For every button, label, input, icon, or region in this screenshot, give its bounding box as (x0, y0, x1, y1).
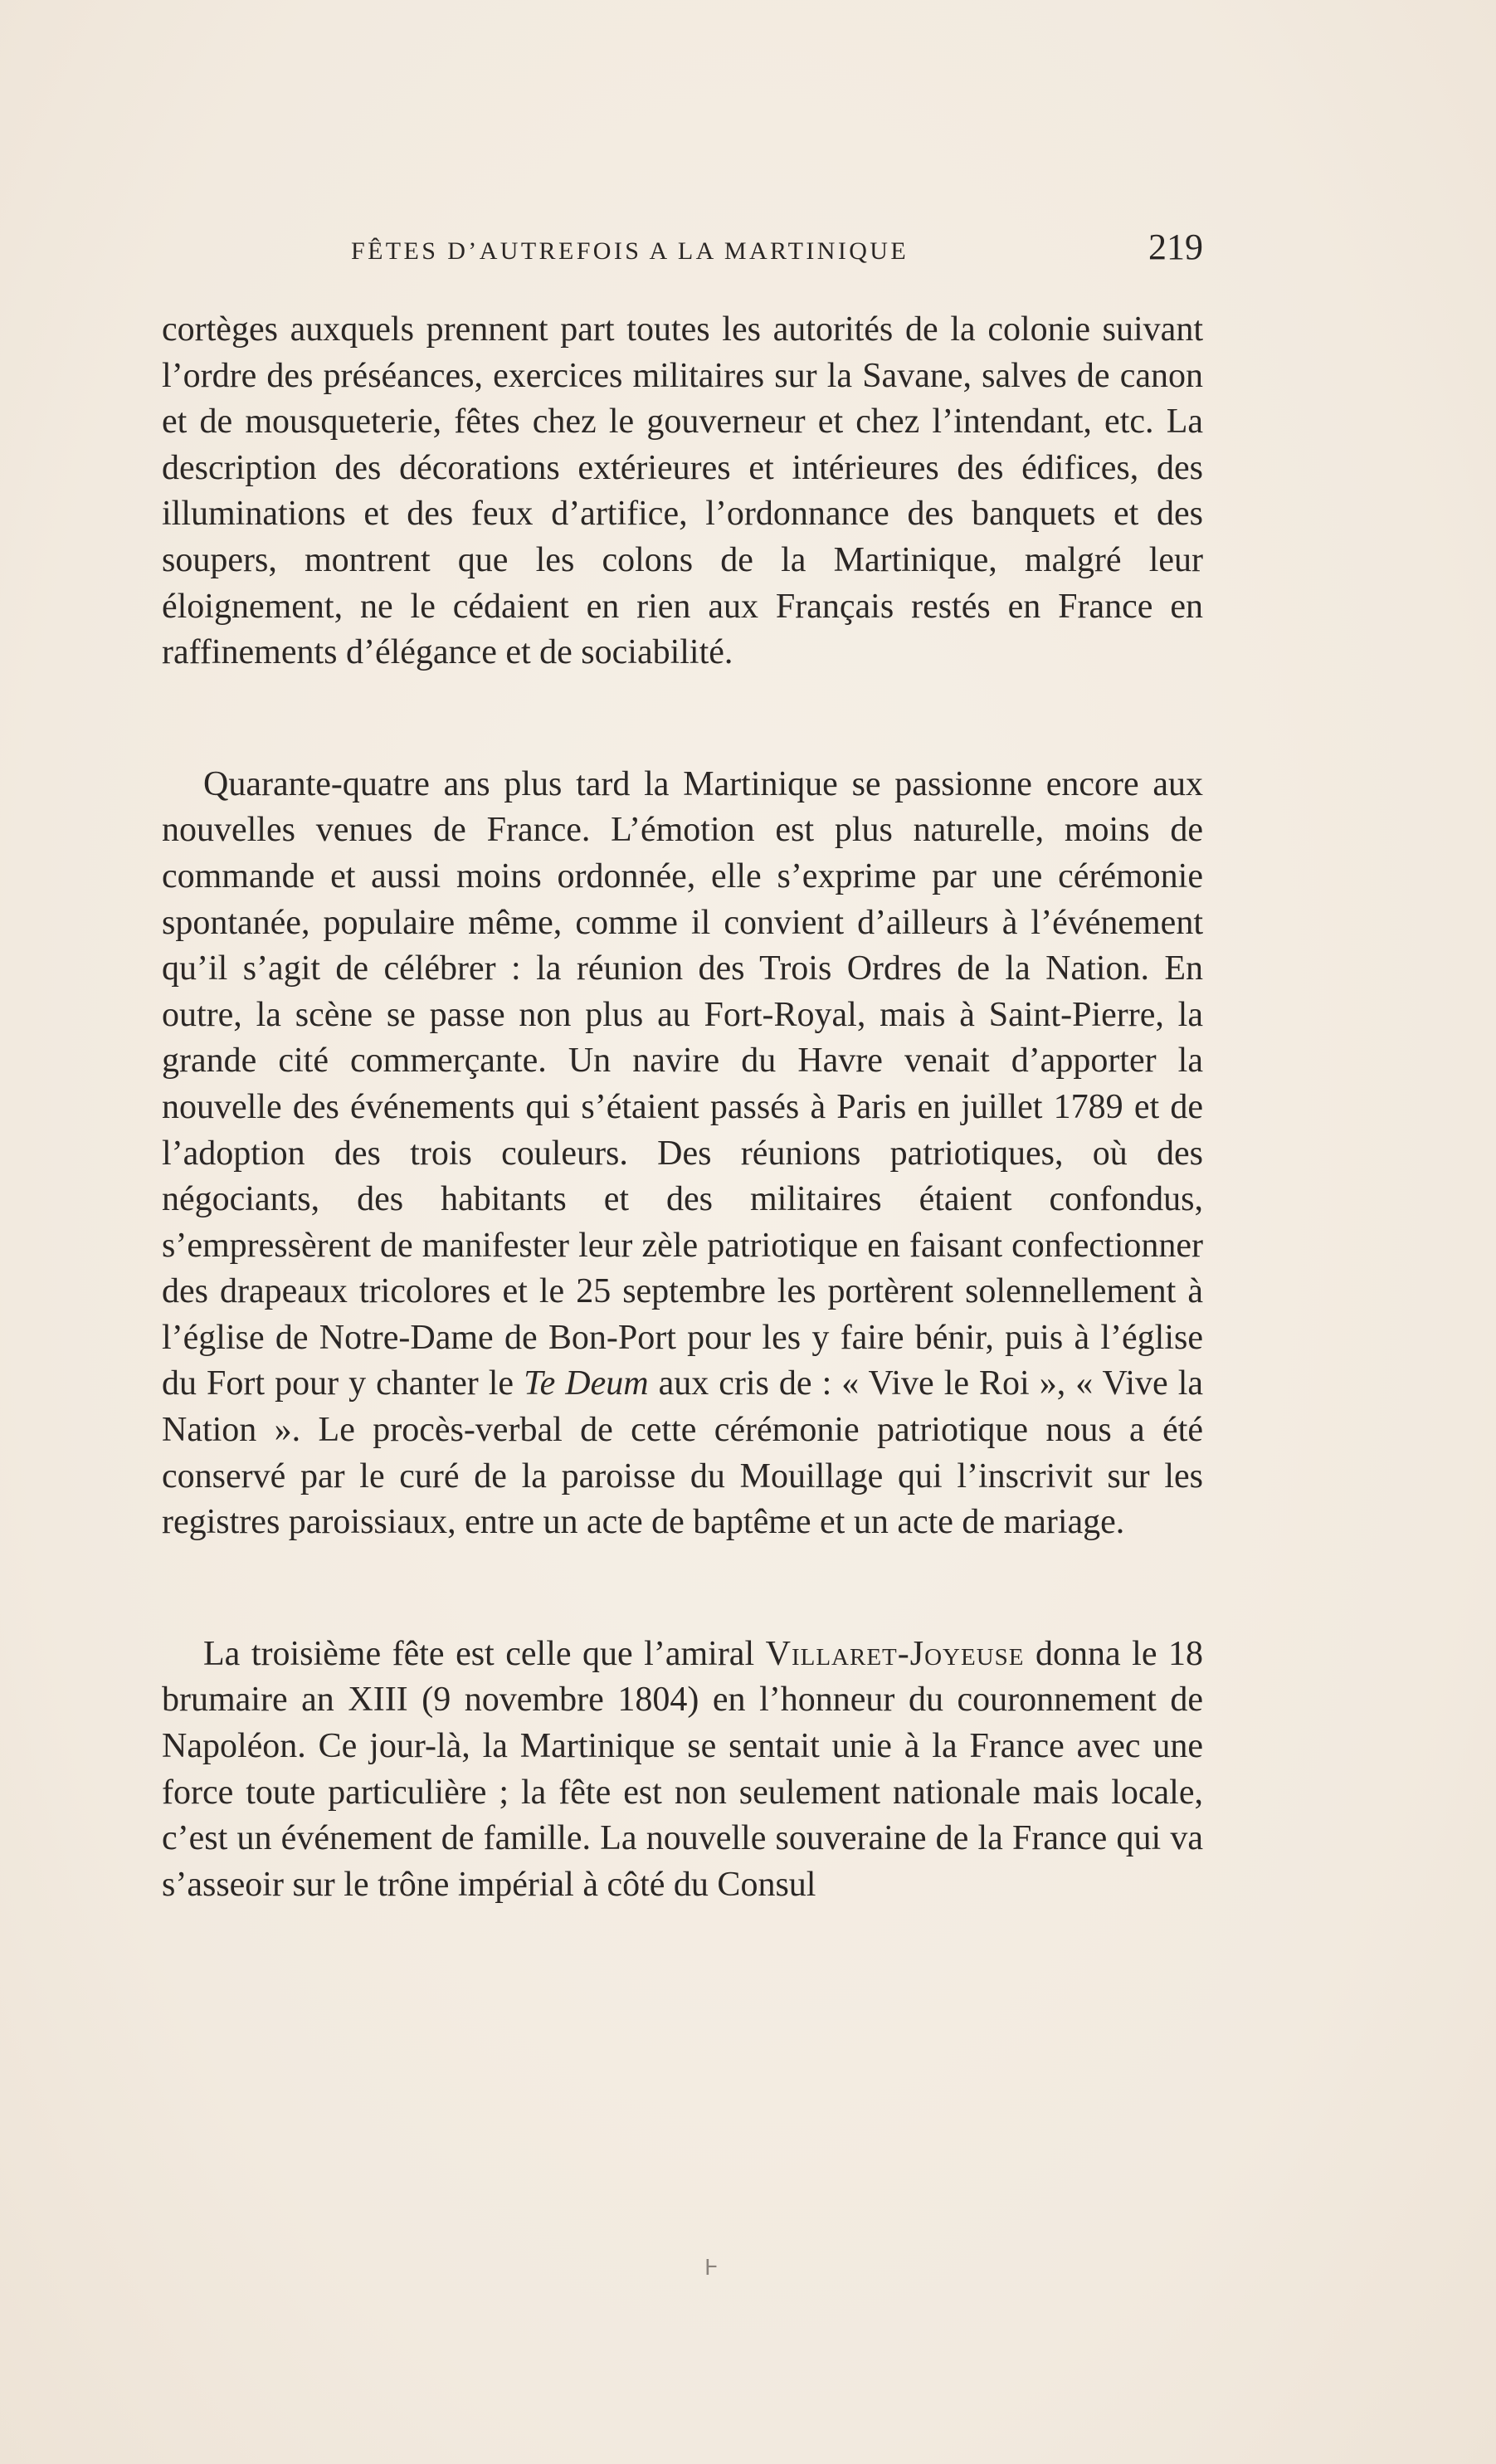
paragraph-2 (162, 762, 1203, 1546)
paragraph-2-text-b: aux cris de : « Vive le Roi », « Vive la Nation ». Le procès-verbal de cette cérémonie patriotique nous a été conservé par le curé de la paroisse du Mouillage qui l’inscrivit sur les registres paroissiaux, entre un acte de baptême et un acte de mariage. (162, 1364, 1204, 1542)
paragraph-2-text-a: Quarante-quatre ans plus tard la Martinique se passionne encore aux nouvelles venues de France. L’émotion est plus naturelle, moins de commande et aussi moins ordonnée, elle s’exprime par une cérémonie spontanée, populaire même, comme il convient d’ailleurs à l’événement qu’il s’agit de célébrer : la réunion des Trois Ordres de la Nation. En outre, la scène se passe non plus au Fort-Royal, mais à Saint-Pierre, la grande cité commerçante. Un navire du Havre venait d’apporter la nouvelle des événements qui s’étaient passés à Paris en juillet 1789 et de l’adoption des trois couleurs. Des réunions patriotiques, où des négociants, des habitants et des militaires étaient confondus, s’empressèrent de manifester leur zèle patriotique en faisant confectionner des drapeaux tricolores et le 25 septembre les portèrent solennellement à l’église de Notre-Dame de Bon-Port pour les y faire bénir, puis à l’église du Fort pour y chanter le (162, 764, 1203, 1403)
paragraph-spacer (162, 676, 1203, 762)
paragraph-3 (162, 1632, 1203, 1909)
paragraph-3-text-a: La troisième fête est celle que l’amiral (203, 1634, 766, 1673)
te-deum-italic: Te Deum (524, 1364, 649, 1403)
page-header (162, 226, 1203, 276)
page-number: 219 (1148, 227, 1203, 267)
villaret-joyeuse-smallcaps: Villaret-Joyeuse (765, 1634, 1025, 1673)
margin-mark: Ⱶ (704, 2256, 719, 2281)
paragraph-3-text-b: donna le 18 brumaire an XIII (9 novembre 1804) en l’honneur du couronnement de Napoléon. Ce jour-là, la Martinique se sentait unie à la France avec une force toute particulière ; la fête est non seulement nationale mais locale, c’est un événement de famille. La nouvelle souveraine de la France qui va s’asseoir sur le trône impérial à côté du Consul (162, 1634, 1203, 1904)
body-text (162, 307, 1203, 1908)
paragraph-spacer (162, 1546, 1203, 1632)
running-title: FÊTES D’AUTREFOIS A LA MARTINIQUE (351, 237, 909, 265)
paragraph-1: cortèges auxquels prennent part toutes les autorités de la colonie suivant l’ordre des préséances, exercices militaires sur la Savane, salves de canon et de mousqueterie, fêtes chez le gouverneur et chez l’intendant, etc. La description des décorations extérieures et intérieures des édifices, des illuminations et des feux d’artifice, l’ordonnance des banquets et des soupers, montrent que les colons de la Martinique, malgré leur éloignement, ne le cédaient en rien aux Français restés en France en raffinements d’élégance et de sociabilité. (162, 310, 1203, 672)
